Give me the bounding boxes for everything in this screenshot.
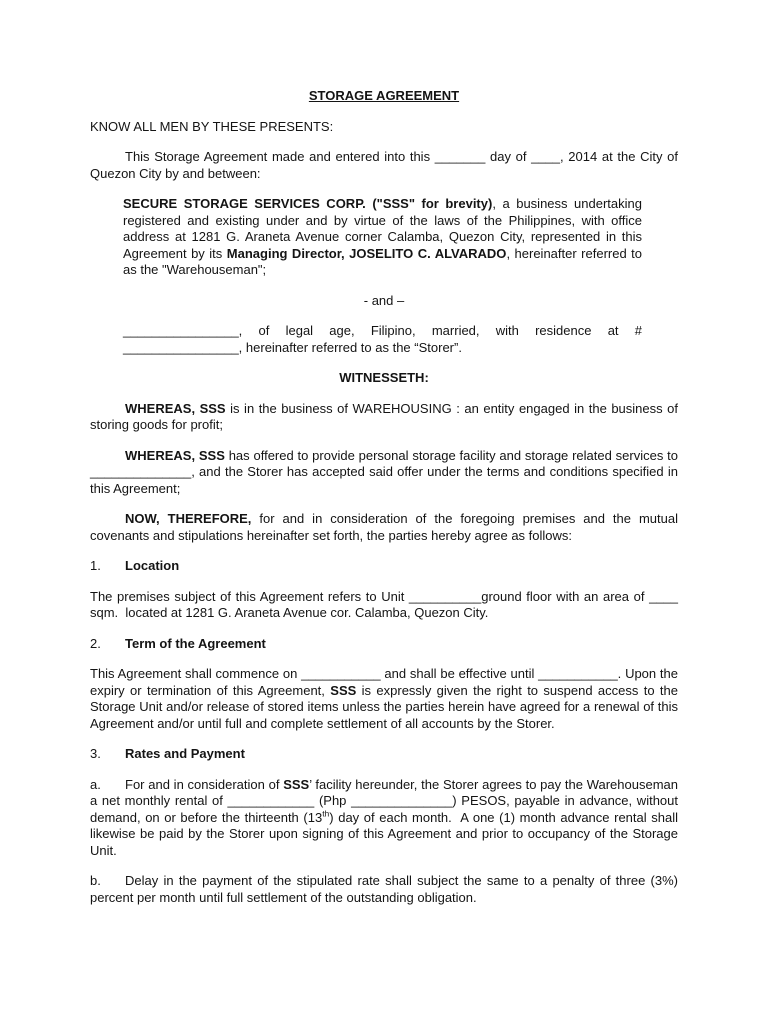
section-2-body-lead: This Agreement shall commence on ___________ and shall be effective until ___________. Upon the expiry or termination of this Agreement, [90,666,678,698]
whereas-paragraph-2 [90,448,678,498]
section-1-heading [90,558,678,575]
section-3-number: 3. [90,746,101,761]
section-1-title: Location [125,558,180,573]
storer-paragraph: ________________, of legal age, Filipino, married, with residence at # ________________, hereinafter referred to as the “Storer”. [123,323,642,355]
managing-director-name: Managing Director, JOSELITO C. ALVARADO [226,245,507,261]
section-2-title: Term of the Agreement [125,635,266,651]
witnesseth-heading: WITNESSETH: [339,370,429,385]
and-separator: - and – [363,292,405,308]
now-therefore-paragraph [90,511,678,544]
item-a-rest: ) day of each month. A one (1) month advance rental shall likewise be paid by the Storer upon signing of this Agreement and prior to occupancy of the Storage Unit. [90,809,678,858]
whereas-2-body: has offered to provide personal storage facility and storage related services to ______________, and the Storer has accepted said offer under the terms and conditions specified in this Agreement; [90,447,678,496]
item-b-body: Delay in the payment of the stipulated rate shall subject the same to a penalty of three (3%) percent per month until full settlement of the outstanding obligation. [90,873,678,905]
warehouseman-name: SECURE STORAGE SERVICES CORP. ("SSS" for brevity) [123,196,493,211]
section-2-number: 2. [90,635,101,651]
section-3-heading [90,746,678,763]
item-b-label: b. [90,873,101,888]
section-2-sss: SSS [330,682,357,698]
warehouseman-description: , a business undertaking registered and existing under and by virtue of the laws of the Philippines, with office address at 1281 G. Araneta Avenue corner Calamba, Quezon City, represented in this Agreement by its [123,196,642,261]
section-2-body [90,666,678,732]
section-2-body-rest: is expressly given the right to suspend access to the Storage Unit and/or release of stored items unless the parties herein have agreed for a renewal of this Agreement and/or until full and complete settlement of all accounts by the Storer. [90,682,679,731]
whereas-2-lead: WHEREAS, SSS [125,447,225,463]
item-a-label: a. [90,776,101,792]
whereas-1-body: is in the business of WAREHOUSING : an entity engaged in the business of storing goods for profit; [90,400,679,432]
rates-item-b [90,873,678,906]
whereas-1-lead: WHEREAS, SSS [125,400,226,416]
rates-item-a [90,777,678,860]
item-a-sss: SSS [283,776,310,792]
item-a-lead: For and in consideration of [125,776,284,792]
now-therefore-lead: NOW, THEREFORE, [125,511,252,526]
section-1-number: 1. [90,558,101,573]
warehouseman-paragraph [123,196,642,279]
section-2-heading [90,636,678,653]
whereas-paragraph-1 [90,401,678,434]
section-1-body: The premises subject of this Agreement refers to Unit __________ground floor with an area of ____ sqm. located at 1281 G. Araneta Avenue cor. Calamba, Quezon City. [90,588,678,620]
ordinal-superscript: th [322,808,330,819]
warehouseman-suffix: , hereinafter referred to as the "Warehouseman"; [123,245,643,277]
item-a-body: ’ facility hereunder, the Storer agrees to pay the Warehouseman a net monthly rental of ____________ (Php ______________) PESOS, payable in advance, without demand, on or before the thirteenth (13 [90,776,678,825]
now-therefore-body: for and in consideration of the foregoing premises and the mutual covenants and stipulations hereinafter set forth, the parties hereby agree as follows: [90,511,678,543]
intro-paragraph: This Storage Agreement made and entered into this _______ day of ____, 2014 at the City of Quezon City by and between: [90,149,678,181]
section-3-title: Rates and Payment [125,746,245,761]
opening-line: KNOW ALL MEN BY THESE PRESENTS: [90,118,334,134]
document-title: STORAGE AGREEMENT [308,88,460,103]
